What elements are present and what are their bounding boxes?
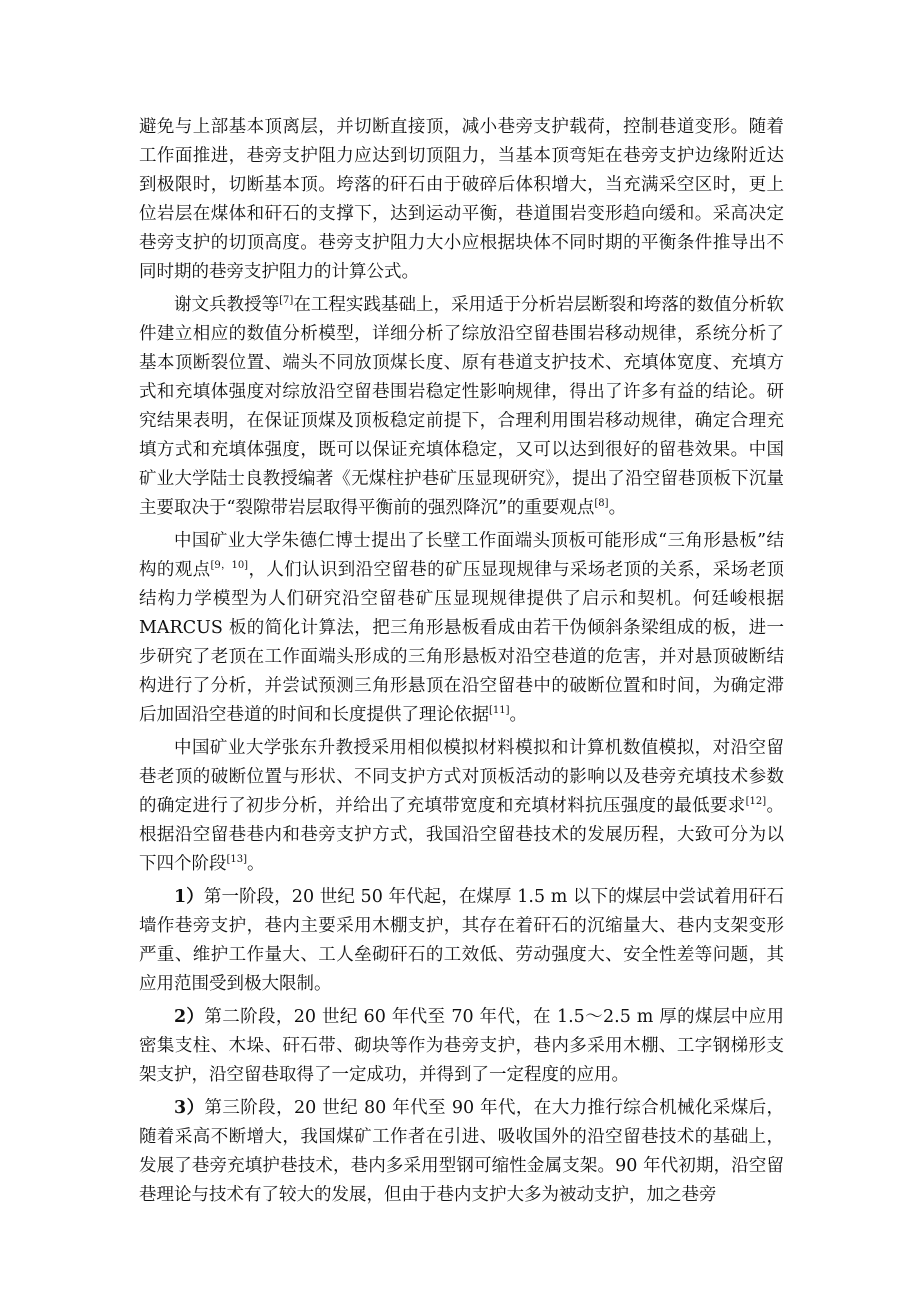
- paragraph-zhu-deren: [139, 527, 784, 730]
- paragraph-zhang-dongsheng: [139, 734, 784, 879]
- list-item-stage-3: [139, 1094, 784, 1210]
- paragraph-text: 中国矿业大学朱德仁博士提出了长壁工作面端头顶板可能形成“三角形悬板”结构的观点: [139, 531, 784, 580]
- list-item-text: 第三阶段，20 世纪 80 年代至 90 年代，在大力推行综合机械化采煤后，随着采高不断增大，我国煤矿工作者在引进、吸收国外的沿空留巷技术的基础上，发展了巷旁充填护巷技术，巷内多采用型钢可缩性金属支架。90 年代初期，沿空留巷理论与技术有了较大的发展，但由于巷内支护大多为被动支护，加之巷旁: [139, 1098, 784, 1205]
- paragraph-text: 。: [247, 854, 265, 874]
- paragraph-text: 。: [608, 498, 627, 518]
- list-item-stage-2: [139, 1003, 784, 1090]
- paragraph-text: 。根据沿空留巷巷内和巷旁支护方式，我国沿空留巷技术的发展历程，大致可分为以下四个阶段: [139, 796, 784, 874]
- list-item-stage-1: [139, 883, 784, 999]
- list-item-text: 第一阶段，20 世纪 50 年代起，在煤厚 1.5 m 以下的煤层中尝试着用矸石墙作巷旁支护，巷内主要采用木棚支护，其存在着矸石的沉缩量大、巷内支架变形严重、维护工作量大、工人垒砌矸石的工效低、劳动强度大、安全性差等问题，其应用范围受到极大限制。: [139, 887, 784, 994]
- list-item-text: 第二阶段，20 世纪 60 年代至 70 年代，在 1.5～2.5 m 厚的煤层中应用密集支柱、木垛、矸石带、砌块等作为巷旁支护，巷内多采用木棚、工字钢梯形支架支护，沿空留巷取得了一定成功，并得到了一定程度的应用。: [139, 1007, 784, 1085]
- document-page: [139, 113, 784, 1214]
- paragraph-xie-wenbing: [139, 291, 784, 523]
- citation-ref: [11]: [489, 705, 510, 717]
- citation-ref: [12]: [745, 796, 767, 808]
- citation-ref: [8]: [594, 498, 609, 510]
- list-item-number: 2）: [174, 1007, 205, 1027]
- paragraph-text: 谢文兵教授等: [174, 295, 280, 315]
- paragraph-text: 在工程实践基础上，采用适于分析岩层断裂和垮落的数值分析软件建立相应的数值分析模型，详细分析了综放沿空留巷围岩移动规律，系统分析了基本顶断裂位置、端头不同放顶煤长度、原有巷道支护技术、充填体宽度、充填方式和充填体强度对综放沿空留巷围岩稳定性影响规律，得出了许多有益的结论。研究结果表明，在保证顶煤及顶板稳定前提下，合理利用围岩移动规律，确定合理充填方式和充填体强度，既可以保证充填体稳定，又可以达到很好的留巷效果。中国矿业大学陆士良教授编著《无煤柱护巷矿压显现研究》，提出了沿空留巷顶板下沉量主要取决于“裂隙带岩层取得平衡前的强烈降沉”的重要观点: [139, 295, 785, 518]
- citation-ref: [7]: [279, 295, 294, 307]
- paragraph-text: 。: [509, 705, 528, 725]
- paragraph-text: ，人们认识到沿空留巷的矿压显现规律与采场老顶的关系，采场老顶结构力学模型为人们研究沿空留巷矿压显现规律提供了启示和契机。何廷峻根据 MARCUS 板的简化计算法，把三角形悬板看成由若干伪倾斜条梁组成的板，进一步研究了老顶在工作面端头形成的三角形悬板对沿空巷道的危害，并对悬顶破断结构进行了分析，并尝试预测三角形悬顶在沿空留巷中的破断位置和时间，为确定滞后加固沿空巷道的时间和长度提供了理论依据: [139, 560, 785, 725]
- paragraph-roof-cutting: 避免与上部基本顶离层，并切断直接顶，减小巷旁支护载荷，控制巷道变形。随着工作面推进，巷旁支护阻力应达到切顶阻力，当基本顶弯矩在巷旁支护边缘附近达到极限时，切断基本顶。垮落的矸石由于破碎后体积增大，当充满采空区时，更上位岩层在煤体和矸石的支撑下，达到运动平衡，巷道围岩变形趋向缓和。采高决定巷旁支护的切顶高度。巷旁支护阻力大小应根据块体不同时期的平衡条件推导出不同时期的巷旁支护阻力的计算公式。: [139, 117, 784, 282]
- citation-ref: [13]: [226, 854, 248, 866]
- paragraph-text: 中国矿业大学张东升教授采用相似模拟材料模拟和计算机数值模拟，对沿空留巷老顶的破断位置与形状、不同支护方式对顶板活动的影响以及巷旁充填技术参数的确定进行了初步分析，并给出了充填带宽度和充填材料抗压强度的最低要求: [139, 738, 784, 816]
- list-item-number: 3）: [174, 1098, 205, 1118]
- citation-ref: [9，10]: [210, 560, 249, 572]
- list-item-number: 1）: [174, 887, 204, 907]
